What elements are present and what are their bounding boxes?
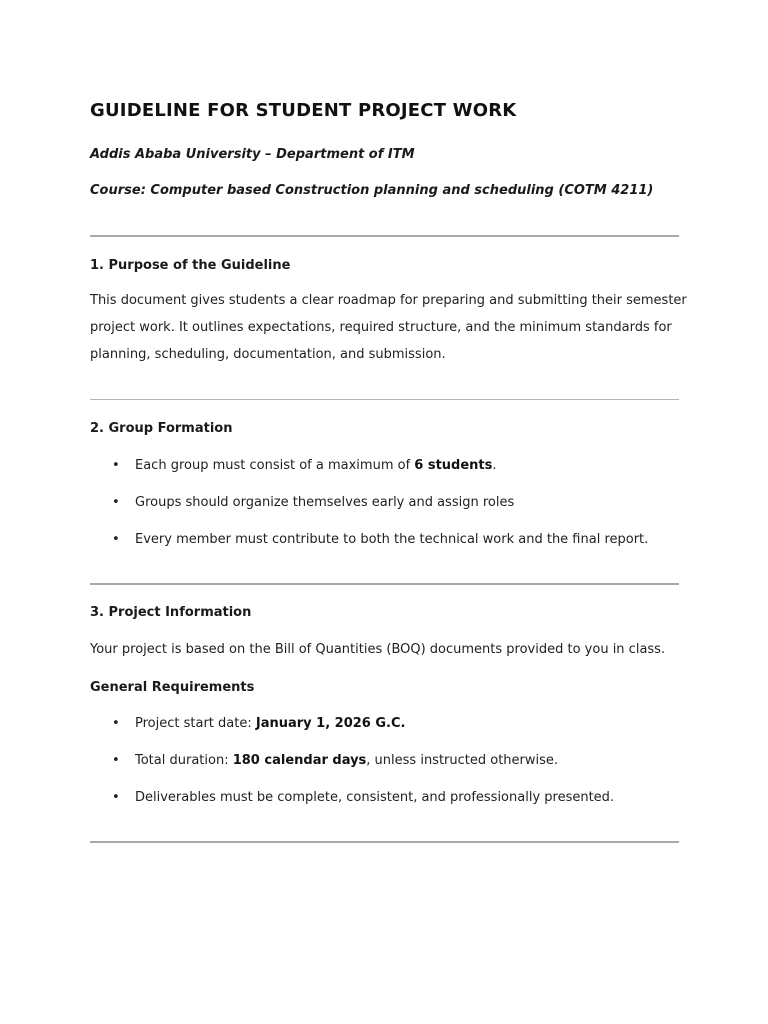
purpose-paragraph <box>90 287 690 368</box>
purpose-line: planning, scheduling, documentation, and submission. <box>90 347 446 362</box>
bullet-icon: • <box>112 532 120 547</box>
list-item-text-part: . <box>492 458 497 473</box>
bullet-icon: • <box>112 753 120 768</box>
bullet-icon: • <box>112 716 120 731</box>
list-item-bold: 180 calendar days <box>232 753 367 768</box>
course-line: Course: Computer based Construction planning and scheduling (COTM 4211) <box>90 183 654 198</box>
section-heading-group: 2. Group Formation <box>90 421 233 436</box>
list-item-text <box>135 753 558 768</box>
university-line: Addis Ababa University – Department of ITM <box>90 147 415 162</box>
list-item-bold: January 1, 2026 G.C. <box>255 716 406 731</box>
list-item-text-part: Each group must consist of a maximum of <box>135 458 415 473</box>
list-item-text <box>135 458 497 473</box>
project-intro: Your project is based on the Bill of Quantities (BOQ) documents provided to you in class. <box>90 642 666 657</box>
section-divider <box>90 235 679 237</box>
section-divider <box>90 399 679 400</box>
list-item-text: Groups should organize themselves early and assign roles <box>135 495 515 510</box>
list-item-text: Every member must contribute to both the technical work and the final report. <box>135 532 649 547</box>
list-item-text-part: Project start date: <box>135 716 256 731</box>
section-heading-project: 3. Project Information <box>90 605 252 620</box>
purpose-line: This document gives students a clear roadmap for preparing and submitting their semester <box>90 293 687 308</box>
bullet-icon: • <box>112 458 120 473</box>
list-item-text-part: Total duration: <box>135 753 233 768</box>
list-item-text: Deliverables must be complete, consistent, and professionally presented. <box>135 790 615 805</box>
section-divider <box>90 841 679 843</box>
list-item-bold: 6 students <box>414 458 493 473</box>
list-item-text <box>135 716 405 731</box>
purpose-line: project work. It outlines expectations, required structure, and the minimum standards for <box>90 320 672 335</box>
section-divider <box>90 583 679 585</box>
subheading-general-requirements: General Requirements <box>90 680 255 695</box>
bullet-icon: • <box>112 790 120 805</box>
bullet-icon: • <box>112 495 120 510</box>
section-heading-purpose: 1. Purpose of the Guideline <box>90 258 291 273</box>
list-item-text-part: , unless instructed otherwise. <box>366 753 559 768</box>
document-title: GUIDELINE FOR STUDENT PROJECT WORK <box>90 100 517 121</box>
